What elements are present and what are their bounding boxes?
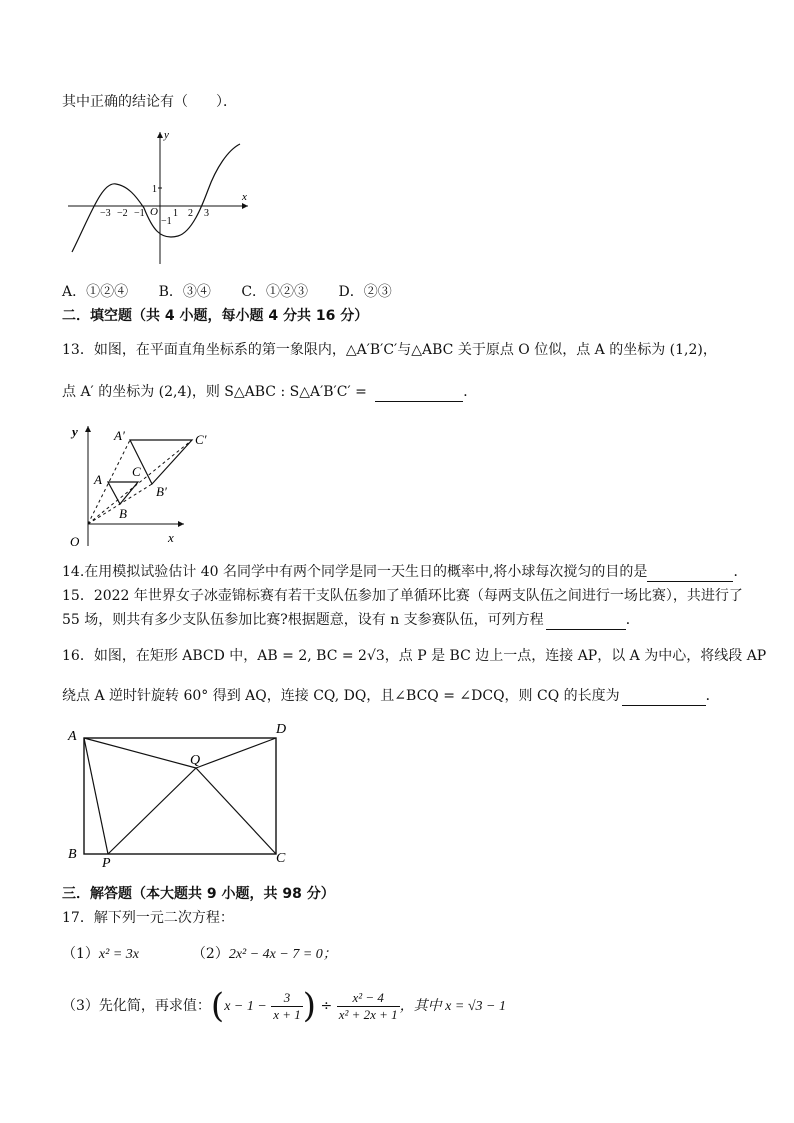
svg-text:C′: C′ xyxy=(195,432,207,447)
q12-function-graph xyxy=(62,126,252,268)
svg-text:A: A xyxy=(94,472,102,487)
choice-d: D．②③ xyxy=(338,284,392,300)
q14-text: 14.在用模拟试验估计 40 名同学中有两个同学是同一天生日的概率中,将小球每次搅匀的目的是 ． xyxy=(62,564,748,580)
choice-a: A．①②④ xyxy=(62,284,129,300)
origin-label: O xyxy=(150,206,158,218)
svg-text:Q: Q xyxy=(190,753,201,768)
section-2-title: 二．填空题（共 4 小题，每小题 4 分共 16 分） xyxy=(62,308,369,324)
q13-line2-text: 点 A′ 的坐标为 (2,4)，则 S△ABC : S△A′B′C′ = xyxy=(62,384,367,400)
x-axis-arrow xyxy=(242,203,248,209)
svg-text:P: P xyxy=(102,856,111,868)
x-tick-label: −2 xyxy=(117,208,128,219)
q15-line2: 55 场，则共有多少支队伍参加比赛?根据题意，设有 n 支参赛队伍，可列方程 ． xyxy=(62,612,640,628)
section-3-title: 三．解答题（本大题共 9 小题，共 98 分） xyxy=(62,886,335,902)
q16-rectangle-figure xyxy=(62,718,302,868)
svg-text:C: C xyxy=(276,851,286,866)
function-curve xyxy=(72,144,240,252)
q16-answer-blank[interactable] xyxy=(622,691,706,706)
choice-b: B．③④ xyxy=(158,284,211,300)
x-tick-label: 2 xyxy=(188,208,193,219)
svg-text:A′: A′ xyxy=(114,428,125,443)
q12-tail: 其中正确的结论有（ ）． xyxy=(62,94,237,110)
x-tick-label: −1 xyxy=(134,208,145,219)
q13-line2: 点 A′ 的坐标为 (2,4)，则 S△ABC : S△A′B′C′ = ． xyxy=(62,384,478,400)
q14-answer-blank[interactable] xyxy=(647,567,733,582)
svg-text:B′: B′ xyxy=(156,484,167,499)
q12-choices xyxy=(62,282,418,302)
svg-text:D: D xyxy=(276,722,287,737)
x-tick-label: 3 xyxy=(204,208,209,219)
x-tick-label: −3 xyxy=(100,208,111,219)
q17-part-3: （3）先化简，再求值：(x − 1 − $\frac{3}{x + 1}$ ) ÷ $\frac{\text{x² − 4}}{\text{x² + 2x + 1}}$ ，其中 x = √3 − 1 xyxy=(62,986,506,1026)
choice-c: C．①②③ xyxy=(241,284,309,300)
axis-label-y: y xyxy=(164,129,169,141)
q17-parts-1-2: （1）x² = 3x （2）2x² − 4x − 7 = 0； xyxy=(62,946,337,962)
y-axis-arrow xyxy=(157,132,163,138)
y-tick-label: 1 xyxy=(152,184,157,195)
svg-text:B: B xyxy=(119,506,127,521)
svg-text:O: O xyxy=(70,534,80,549)
svg-text:C: C xyxy=(132,464,141,479)
q16-line2: 绕点 A 逆时针旋转 60° 得到 AQ，连接 CQ, DQ，且∠BCQ = ∠DCQ，则 CQ 的长度为 ． xyxy=(62,688,720,704)
x-tick-label: 1 xyxy=(173,208,178,219)
q13-answer-blank[interactable] xyxy=(375,387,463,402)
y-tick-label: −1 xyxy=(161,216,172,227)
fraction-2: $\frac{\text{x² − 4}}{\text{x² + 2x + 1}}$ xyxy=(338,989,398,1022)
q13-similarity-figure xyxy=(62,418,222,552)
axis-label-x: x xyxy=(242,191,247,203)
q17-title: 17．解下列一元二次方程： xyxy=(62,910,234,926)
svg-text:B: B xyxy=(68,847,77,862)
svg-text:x: x xyxy=(168,530,174,545)
q13-line1: 13．如图，在平面直角坐标系的第一象限内，△A′B′C′与△ABC 关于原点 O 位似，点 A 的坐标为 (1,2)， xyxy=(62,342,717,358)
svg-text:A: A xyxy=(68,729,77,744)
fraction-1: $\frac{3}{x + 1}$ xyxy=(273,989,301,1022)
q15-answer-blank[interactable] xyxy=(546,615,626,630)
q16-line1: 16．如图，在矩形 ABCD 中，AB = 2, BC = 2√3，点 P 是 BC 边上一点，连接 AP，以 A 为中心，将线段 AP xyxy=(62,648,767,664)
svg-text:y: y xyxy=(72,424,78,439)
q15-line1: 15．2022 年世界女子冰壶锦标赛有若干支队伍参加了单循环比赛（每两支队伍之间进行一场比赛），共进行了 xyxy=(62,588,743,604)
